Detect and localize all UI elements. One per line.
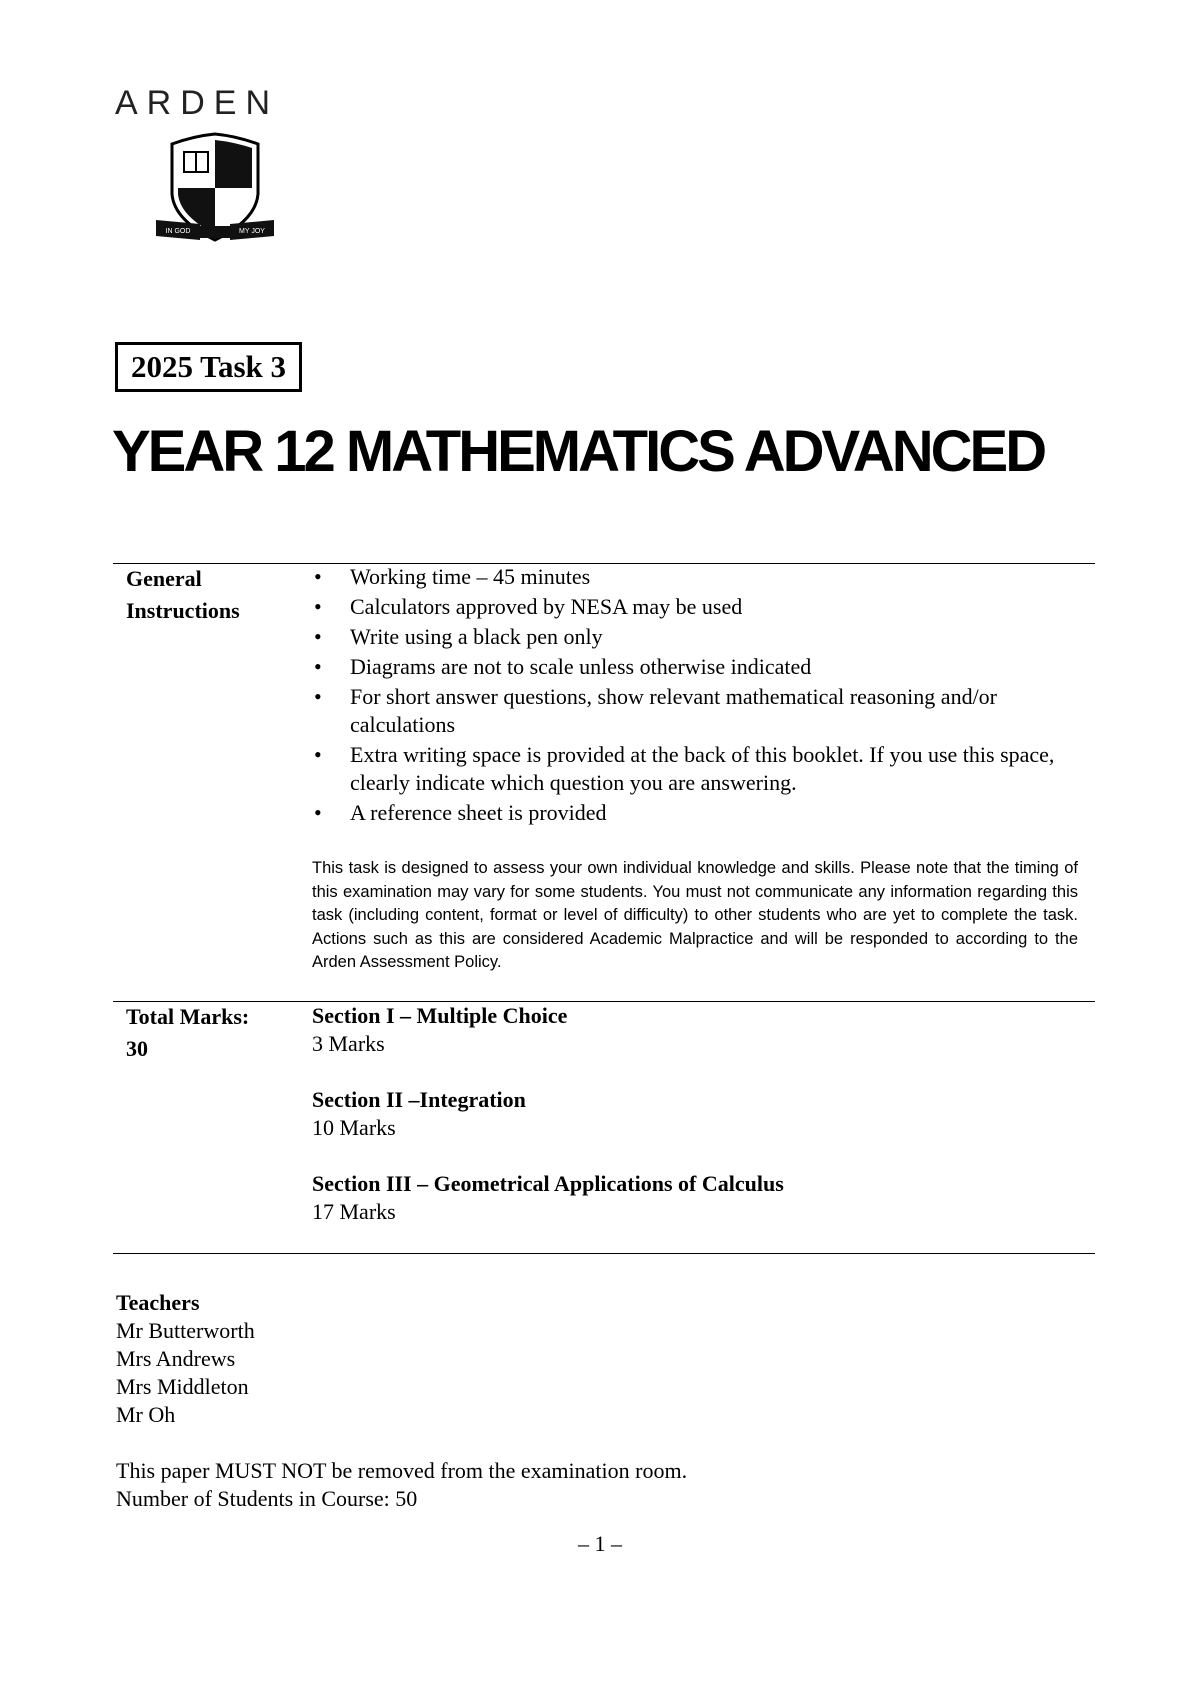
instruction-item: • A reference sheet is provided [312, 799, 1092, 827]
total-marks-text: Total Marks: [126, 1004, 250, 1029]
school-logo-text: ARDEN [115, 84, 280, 122]
crest-motto-right: MY JOY [239, 228, 265, 235]
task-label-box: 2025 Task 3 [115, 342, 302, 392]
footer-notes [116, 1457, 687, 1513]
teachers-block [116, 1289, 255, 1429]
divider-bottom [113, 1253, 1095, 1254]
instruction-item: • For short answer questions, show relevant mathematical reasoning and/or calculations [312, 683, 1092, 739]
section-marks: 10 Marks [312, 1115, 396, 1140]
section-marks: 3 Marks [312, 1031, 385, 1056]
teachers-heading: Teachers [116, 1290, 200, 1315]
instruction-item: • Extra writing space is provided at the back of this booklet. If you use this space, clearly indicate which question you are answering. [312, 741, 1092, 797]
teacher-name: Mr Butterworth [116, 1318, 255, 1343]
instruction-item: • Calculators approved by NESA may be used [312, 593, 1092, 621]
section-1 [312, 1002, 567, 1058]
teacher-name: Mr Oh [116, 1402, 176, 1427]
section-marks: 17 Marks [312, 1199, 396, 1224]
instructions-label-line1: General [126, 566, 202, 591]
students-count: Number of Students in Course: 50 [116, 1486, 418, 1511]
page-title: YEAR 12 MATHEMATICS ADVANCED [112, 419, 1045, 484]
section-title: Section III – Geometrical Applications of Calculus [312, 1171, 784, 1196]
instructions-label-line2: Instructions [126, 598, 240, 623]
total-marks-value: 30 [126, 1036, 148, 1061]
total-marks-label [126, 1001, 249, 1065]
instruction-item: • Working time – 45 minutes [312, 563, 1092, 591]
instructions-label [126, 563, 240, 627]
section-title: Section I – Multiple Choice [312, 1003, 568, 1028]
teacher-name: Mrs Andrews [116, 1346, 236, 1371]
crest-motto-left: IN GOD [165, 228, 191, 235]
section-2 [312, 1086, 526, 1142]
integrity-notice: This task is designed to assess your own individual knowledge and skills. Please note that the timing of this examination may vary for some students. You must not communicate any information regarding this task (including content, format or level of difficulty) to other students who are yet to complete the task. Actions such as this are considered Academic Malpractice and will be responded to according to the Arden Assessment Policy. [312, 859, 1078, 971]
divider-middle [113, 1001, 1095, 1002]
instruction-item: • Write using a black pen only [312, 623, 1092, 651]
school-crest-icon [150, 132, 280, 252]
teacher-name: Mrs Middleton [116, 1374, 249, 1399]
page-number: – 1 – [578, 1531, 622, 1556]
instructions-list [312, 563, 1092, 829]
removal-notice: This paper MUST NOT be removed from the examination room. [116, 1458, 688, 1483]
section-title: Section II –Integration [312, 1087, 526, 1112]
instruction-item: • Diagrams are not to scale unless otherwise indicated [312, 653, 1092, 681]
section-3 [312, 1170, 784, 1226]
